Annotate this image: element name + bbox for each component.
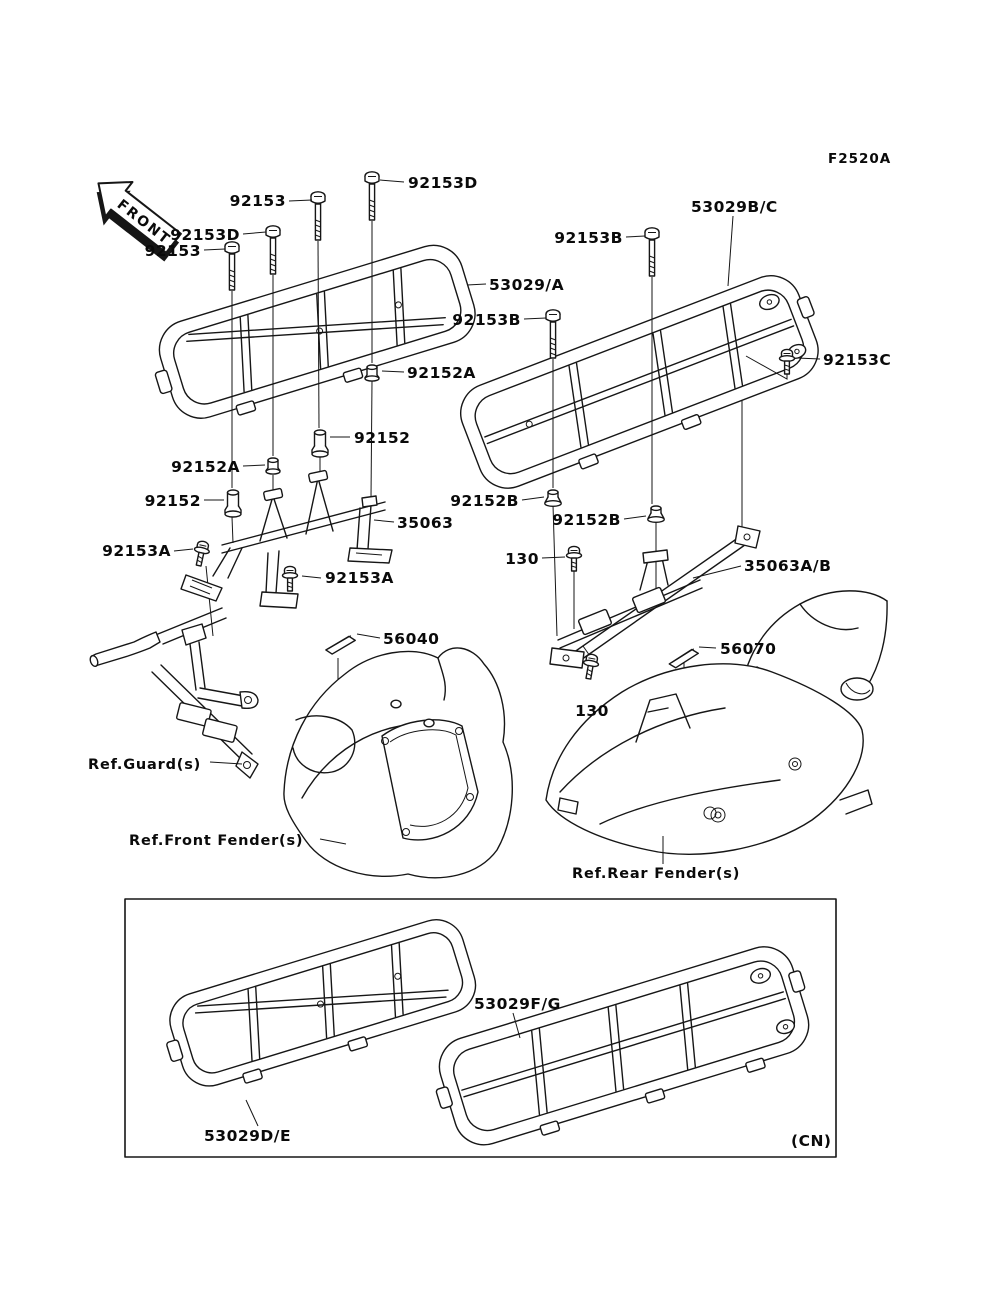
region-code: (CN)	[791, 1132, 832, 1150]
damper-92152a-left	[266, 458, 280, 474]
callout-35063ab: 35063A/B	[744, 557, 832, 575]
callout-53029bc: 53029B/C	[691, 198, 778, 216]
bolt-92153b-lower	[546, 310, 560, 358]
callout-92152a-left: 92152A	[171, 458, 240, 476]
front-carrier-53029A	[142, 238, 484, 435]
callout-92153d-left: 92153D	[170, 226, 240, 244]
callout-92152-left: 92152	[144, 492, 201, 510]
callout-92153a-left: 92153A	[102, 542, 171, 560]
callout-ref-rear-fender: Ref.Rear Fender(s)	[572, 866, 741, 882]
ref-front-fender-part	[284, 648, 512, 878]
callout-ref-front-fender: Ref.Front Fender(s)	[129, 833, 304, 849]
callout-56040: 56040	[383, 630, 440, 648]
figure-code: F2520A	[828, 151, 892, 167]
callout-ref-guard: Ref.Guard(s)	[88, 757, 202, 773]
bolt-92153d-left	[266, 226, 280, 274]
bolt-92153b-upper	[645, 228, 659, 276]
damper-92152-center	[312, 430, 328, 457]
pad-56040	[325, 635, 356, 654]
callout-53029fg: 53029F/G	[474, 995, 561, 1013]
callout-92153a-right: 92153A	[325, 569, 394, 587]
callout-130-upper: 130	[505, 550, 539, 568]
damper-92152-left	[225, 490, 241, 517]
damper-92152b-right	[648, 506, 664, 522]
bolt-92153-left	[225, 242, 239, 290]
ref-guard-part	[89, 608, 258, 778]
bolt-130-upper	[567, 546, 582, 571]
callout-92153-top: 92153	[229, 192, 286, 210]
callout-92152a-right: 92152A	[407, 364, 476, 382]
accessory-carrier-53029FG	[423, 938, 823, 1162]
callout-53029a: 53029/A	[489, 276, 565, 294]
callout-92153-left: 92153	[144, 242, 201, 260]
callout-92153d-top: 92153D	[408, 174, 478, 192]
callout-130-lower: 130	[575, 702, 609, 720]
accessory-box	[125, 899, 836, 1162]
damper-92152a-right	[365, 365, 379, 381]
bolt-92153a-right	[283, 566, 298, 591]
bolt-92153a-left	[191, 540, 211, 567]
damper-92152b-left	[545, 490, 561, 506]
callout-92152b-left: 92152B	[450, 492, 519, 510]
front-arrow-label: FRONT	[113, 196, 174, 249]
front-bracket-35063	[181, 470, 392, 608]
bolt-92153d-top	[365, 172, 379, 220]
callout-92152-center: 92152	[354, 429, 411, 447]
accessory-carrier-53029DE	[154, 913, 484, 1102]
bolt-92153-top	[311, 192, 325, 240]
callout-56070: 56070	[720, 640, 777, 658]
callout-92153b-lower: 92153B	[452, 311, 521, 329]
callout-92153c: 92153C	[823, 351, 892, 369]
callout-35063: 35063	[397, 514, 454, 532]
callout-92152b-right: 92152B	[552, 511, 621, 529]
callout-92153b-upper: 92153B	[554, 229, 623, 247]
callout-53029de: 53029D/E	[204, 1127, 292, 1145]
rear-carrier-53029BC	[452, 264, 837, 503]
